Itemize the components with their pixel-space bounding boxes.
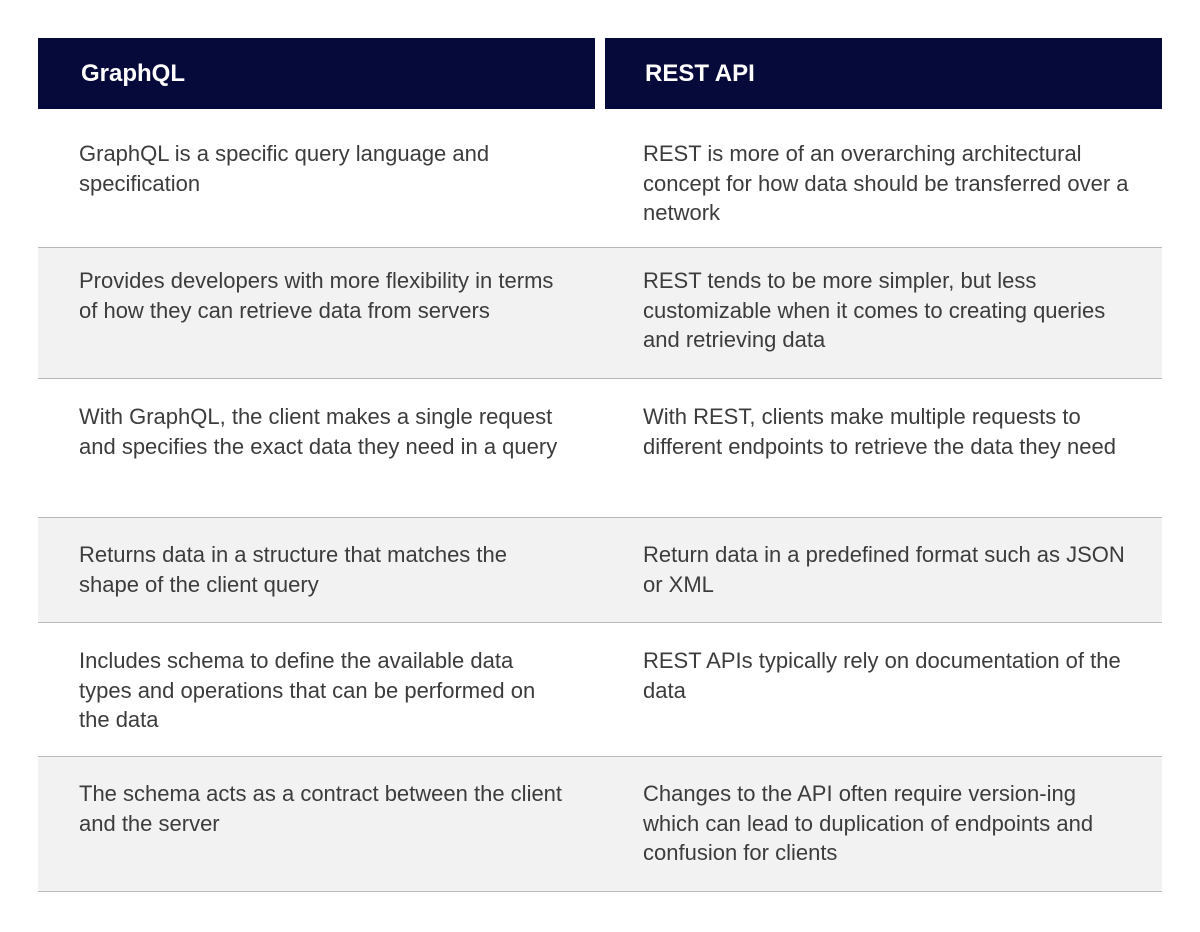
graphql-cell: GraphQL is a specific query language and specification (79, 141, 490, 196)
rest-cell: REST is more of an overarching architectural concept for how data should be transferred over a network (643, 141, 1129, 225)
rest-cell: Return data in a predefined format such as JSON or XML (643, 542, 1125, 597)
table-row (38, 518, 1162, 623)
graphql-cell: Includes schema to define the available data types and operations that can be performed on the data (79, 648, 536, 732)
rest-cell: Changes to the API often require version-ing which can lead to duplication of endpoints and confusion for clients (643, 781, 1094, 865)
table-row (38, 623, 1162, 757)
graphql-cell: Returns data in a structure that matches the shape of the client query (79, 542, 508, 597)
rest-cell: REST tends to be more simpler, but less customizable when it comes to creating queries and retrieving data (643, 268, 1106, 352)
graphql-cell: The schema acts as a contract between the client and the server (79, 781, 563, 836)
comparison-table (38, 38, 1162, 892)
rest-cell: REST APIs typically rely on documentation of the data (643, 648, 1121, 703)
table-header (38, 38, 1162, 109)
graphql-cell: Provides developers with more flexibility in terms of how they can retrieve data from servers (79, 268, 554, 323)
table-row (38, 757, 1162, 892)
table-row (38, 109, 1162, 248)
header-gap (595, 38, 605, 109)
graphql-cell: With GraphQL, the client makes a single request and specifies the exact data they need in a query (79, 404, 558, 459)
table-row (38, 379, 1162, 518)
table-row (38, 248, 1162, 379)
header-rest-api: REST API (605, 38, 1162, 109)
header-graphql: GraphQL (38, 38, 595, 109)
rest-cell: With REST, clients make multiple requests to different endpoints to retrieve the data they need (643, 404, 1116, 459)
